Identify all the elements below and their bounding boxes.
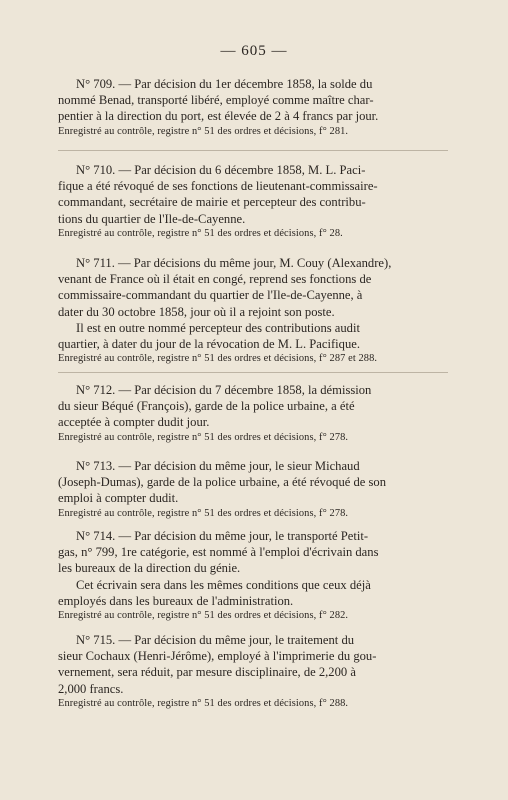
entry-text-line: (Joseph-Dumas), garde de la police urbaine, a été révoqué de son	[58, 475, 387, 490]
entry-text-line: N° 712. — Par décision du 7 décembre 1858, la démission	[76, 383, 372, 397]
entry-text-line: Cet écrivain sera dans les mêmes conditions que ceux déjà	[76, 577, 371, 592]
entry-714	[58, 528, 448, 623]
entry-text-line: Il est en outre nommé percepteur des contributions audit	[76, 320, 360, 335]
entry-text-line: N° 715. — Par décision du même jour, le traitement du	[76, 633, 355, 647]
entry-text-line: N° 711. — Par décisions du même jour, M. Couy (Alexandre),	[76, 256, 392, 270]
entry-text-line: commandant, secrétaire de mairie et percepteur des contribu-	[58, 195, 366, 210]
section-divider	[58, 150, 448, 151]
registration-note: Enregistré au contrôle, registre n° 51 des ordres et décisions, f° 278.	[58, 507, 349, 519]
entry-text-line: quartier, à dater du jour de la révocation de M. L. Pacifique.	[58, 337, 360, 352]
entry-text-line: venant de France où il était en congé, reprend ses fonctions de	[58, 272, 372, 287]
entry-709	[58, 76, 448, 139]
entry-text-line: emploi à compter dudit.	[58, 491, 179, 506]
entry-text-line: tions du quartier de l'Ile-de-Cayenne.	[58, 211, 246, 226]
registration-note: Enregistré au contrôle, registre n° 51 des ordres et décisions, f° 282.	[58, 610, 349, 622]
registration-note: Enregistré au contrôle, registre n° 51 des ordres et décisions, f° 287 et 288.	[58, 353, 378, 365]
entry-text-line: N° 710. — Par décision du 6 décembre 1858, M. L. Paci-	[76, 163, 366, 177]
registration-note: Enregistré au contrôle, registre n° 51 des ordres et décisions, f° 278.	[58, 431, 349, 443]
entry-715	[58, 632, 448, 711]
entry-text-line: N° 713. — Par décision du même jour, le sieur Michaud	[76, 459, 360, 473]
entry-text-line: dater du 30 octobre 1858, jour où il a rejoint son poste.	[58, 304, 335, 319]
entry-712	[58, 382, 448, 445]
entry-text-line: fique a été révoqué de ses fonctions de lieutenant-commissaire-	[58, 179, 378, 194]
entry-711	[58, 255, 448, 366]
entry-text-line: pentier à la direction du port, est élevée de 2 à 4 francs par jour.	[58, 109, 379, 124]
entry-text-line: nommé Benad, transporté libéré, employé comme maître char-	[58, 93, 374, 108]
registration-note: Enregistré au contrôle, registre n° 51 des ordres et décisions, f° 281.	[58, 125, 349, 137]
entry-text-line: les bureaux de la direction du génie.	[58, 561, 241, 576]
entry-text-line: gas, n° 799, 1re catégorie, est nommé à l'emploi d'écrivain dans	[58, 545, 379, 560]
entry-text-line: employés dans les bureaux de l'administration.	[58, 593, 294, 608]
entry-text-line: commissaire-commandant du quartier de l'Ile-de-Cayenne, à	[58, 288, 363, 303]
entry-text-line: 2,000 francs.	[58, 681, 124, 696]
entry-710	[58, 162, 448, 241]
entry-text-line: N° 714. — Par décision du même jour, le transporté Petit-	[76, 529, 369, 543]
section-divider	[58, 372, 448, 373]
registration-note: Enregistré au contrôle, registre n° 51 des ordres et décisions, f° 288.	[58, 697, 349, 709]
entry-713	[58, 458, 448, 521]
entry-text-line: sieur Cochaux (Henri-Jérôme), employé à l'imprimerie du gou-	[58, 649, 377, 664]
entry-text-line: N° 709. — Par décision du 1er décembre 1858, la solde du	[76, 77, 373, 91]
registration-note: Enregistré au contrôle, registre n° 51 des ordres et décisions, f° 28.	[58, 227, 343, 239]
page-number: — 605 —	[220, 43, 288, 59]
entry-text-line: acceptée à compter dudit jour.	[58, 415, 210, 430]
entry-text-line: vernement, sera réduit, par mesure disciplinaire, de 2,200 à	[58, 665, 356, 680]
entry-text-line: du sieur Béqué (François), garde de la police urbaine, a été	[58, 399, 355, 414]
